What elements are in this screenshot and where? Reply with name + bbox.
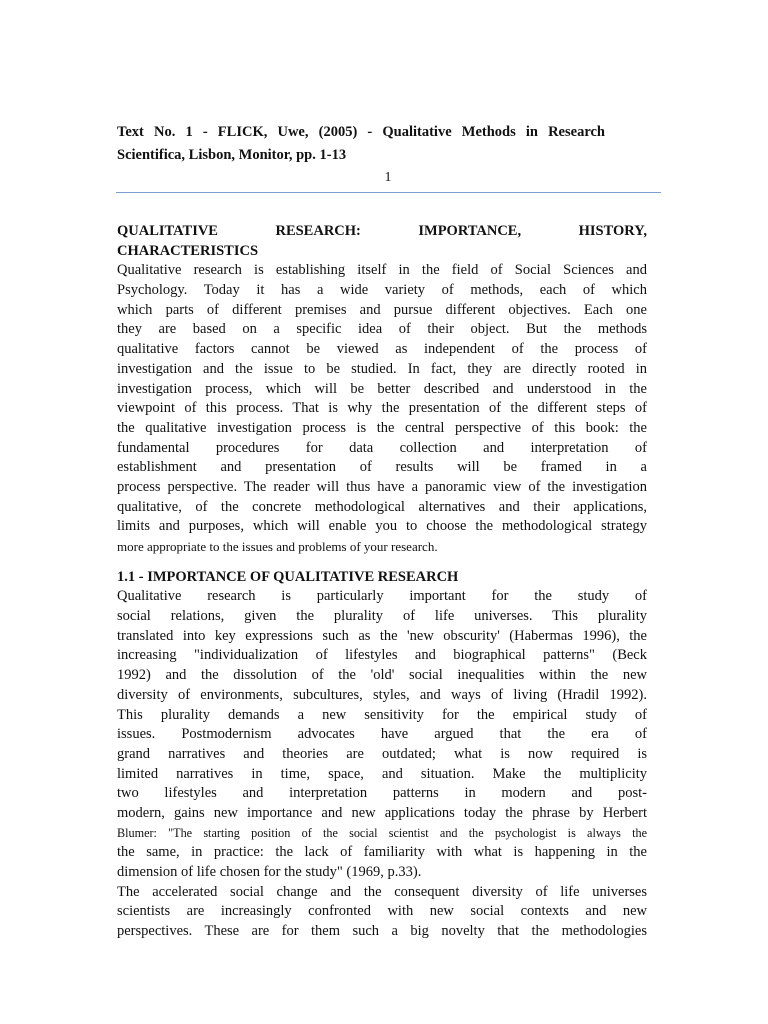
paragraph-line: two lifestyles and interpretation patterns in modern and post- <box>117 785 647 802</box>
paragraph-line: process perspective. The reader will thus have a panoramic view of the investigation <box>117 478 647 495</box>
paragraph-line: grand narratives and theories are outdated; what is now required is <box>117 745 647 762</box>
paragraph-line: which parts of different premises and pursue different objectives. Each one <box>117 301 647 318</box>
paragraph-line: issues. Postmodernism advocates have argued that the era of <box>117 726 647 743</box>
paragraph-line: dimension of life chosen for the study" (1969, p.33). <box>117 864 422 880</box>
document-body <box>117 222 647 942</box>
paragraph-line: Psychology. Today it has a wide variety of methods, each of which <box>117 282 647 299</box>
paragraph-line: fundamental procedures for data collection and interpretation of <box>117 439 647 456</box>
paragraph-line: Qualitative research is particularly important for the study of <box>117 588 647 605</box>
paragraph-line: qualitative, of the concrete methodological alternatives and their applications, <box>117 498 647 515</box>
section-gap <box>117 557 647 568</box>
paragraph-line: qualitative factors cannot be viewed as independent of the process of <box>117 341 647 358</box>
section-heading-line-2: CHARACTERISTICS <box>117 242 259 259</box>
paragraph-line: 1992) and the dissolution of the 'old' social inequalities within the new <box>117 667 647 684</box>
paragraph-line: The accelerated social change and the consequent diversity of life universes <box>117 883 647 900</box>
paragraph-line: the same, in practice: the lack of familiarity with what is happening in the <box>117 844 647 861</box>
page-number: 1 <box>384 170 392 185</box>
paragraph-line: the qualitative investigation process is the central perspective of this book: the <box>117 419 647 436</box>
paragraph-line: viewpoint of this process. That is why the presentation of the different steps of <box>117 400 647 417</box>
paragraph-line: increasing "individualization of lifestyles and biographical patterns" (Beck <box>117 647 647 664</box>
paragraph-line: social relations, given the plurality of life universes. This plurality <box>117 608 647 625</box>
paragraph-line: translated into key expressions such as the 'new obscurity' (Habermas 1996), the <box>117 627 647 644</box>
section-heading-line-1: QUALITATIVE RESEARCH: IMPORTANCE, HISTORY, <box>117 223 647 239</box>
paragraph-line: This plurality demands a new sensitivity for the empirical study of <box>117 706 647 723</box>
paragraph-line: diversity of environments, subcultures, styles, and ways of living (Hradil 1992). <box>117 686 647 703</box>
paragraph-line: Blumer: "The starting position of the social scientist and the psychologist is always the <box>117 825 647 840</box>
paragraph-line: scientists are increasingly confronted with new social contexts and new <box>117 903 647 920</box>
paragraph-line: establishment and presentation of results will be framed in a <box>117 459 647 476</box>
citation-line-2: Scientifica, Lisbon, Monitor, pp. 1-13 <box>117 147 347 163</box>
paragraph-line: limits and purposes, which will enable you to choose the methodological strategy <box>117 518 647 535</box>
paragraph-line: investigation process, which will be better described and understood in the <box>117 380 647 397</box>
subsection-heading: 1.1 - IMPORTANCE OF QUALITATIVE RESEARCH <box>117 568 459 585</box>
paragraph-line: investigation and the issue to be studied. In fact, they are directly rooted in <box>117 360 647 377</box>
header-divider <box>116 192 661 193</box>
citation-header <box>117 121 605 167</box>
paragraph-line: limited narratives in time, space, and situation. Make the multiplicity <box>117 765 647 782</box>
paragraph-line: they are based on a specific idea of their object. But the methods <box>117 321 647 338</box>
citation-line-1: Text No. 1 - FLICK, Uwe, (2005) - Qualitative Methods in Research <box>117 124 605 140</box>
paragraph-line: more appropriate to the issues and problems of your research. <box>117 539 438 554</box>
paragraph-line: modern, gains new importance and new applications today the phrase by Herbert <box>117 804 647 821</box>
paragraph-line: Qualitative research is establishing itself in the field of Social Sciences and <box>117 262 647 279</box>
paragraph-line: perspectives. These are for them such a big novelty that the methodologies <box>117 923 647 940</box>
